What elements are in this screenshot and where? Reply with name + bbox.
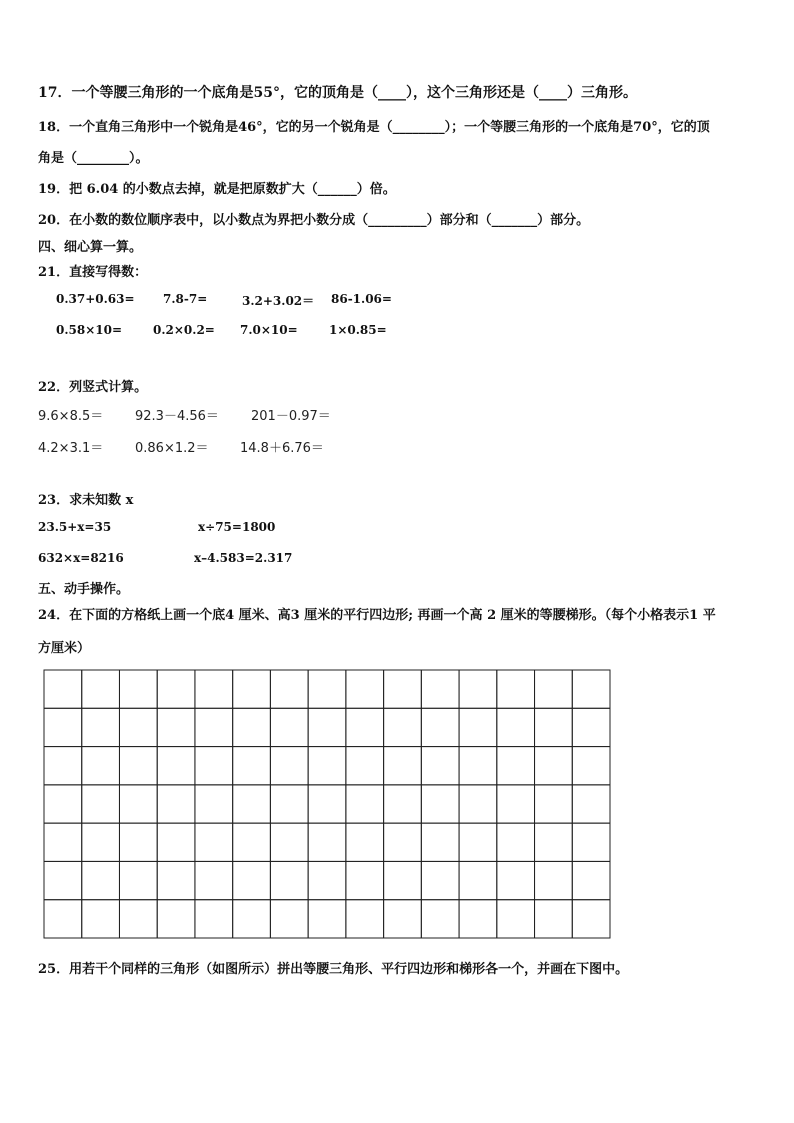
grid-cell: [270, 670, 308, 708]
grid-cell: [535, 861, 573, 899]
grid-cell: [119, 823, 157, 861]
grid-cell: [82, 747, 120, 785]
grid-cell: [44, 747, 82, 785]
question-21-title: 21．直接写得数：: [38, 265, 148, 280]
q21-item-8: 1×0.85=: [329, 323, 387, 337]
q21-item-4: 86-1.06=: [331, 292, 392, 306]
grid-cell: [195, 747, 233, 785]
q21-item-3: 3.2+3.02＝: [242, 294, 315, 308]
grid-cell: [384, 747, 422, 785]
q21-item-2: 7.8-7=: [163, 292, 208, 306]
q23-item-4: x–4.583=2.317: [194, 551, 293, 565]
q23-item-2: x÷75=1800: [198, 520, 276, 534]
grid-cell: [459, 747, 497, 785]
grid-cell: [270, 708, 308, 746]
grid-cell: [497, 670, 535, 708]
grid-cell: [44, 900, 82, 938]
grid-cell: [346, 823, 384, 861]
grid-cell: [157, 785, 195, 823]
grid-cell: [195, 708, 233, 746]
grid-cell: [195, 900, 233, 938]
question-18-line-2: 角是（________）。: [38, 151, 149, 166]
grid-cell: [572, 900, 610, 938]
grid-cell: [308, 785, 346, 823]
grid-cell: [119, 861, 157, 899]
grid-cell: [459, 900, 497, 938]
grid-cell: [157, 670, 195, 708]
q21-item-6: 0.2×0.2=: [153, 323, 215, 337]
grid-cell: [572, 785, 610, 823]
grid-cell: [233, 785, 271, 823]
grid-cell: [421, 823, 459, 861]
grid-cell: [346, 708, 384, 746]
grid-cell: [384, 823, 422, 861]
grid-cell: [44, 861, 82, 899]
grid-cell: [572, 861, 610, 899]
question-23-title: 23．求未知数 x: [38, 493, 134, 508]
question-24-line-2: 方厘米）: [38, 641, 91, 656]
grid-cell: [346, 785, 384, 823]
grid-cell: [308, 861, 346, 899]
q22-item-5: 0.86×1.2＝: [135, 441, 209, 456]
question-22-title: 22．列竖式计算。: [38, 380, 148, 395]
q22-item-3: 201－0.97＝: [251, 409, 331, 424]
grid-cell: [497, 785, 535, 823]
grid-cell: [195, 785, 233, 823]
grid-cell: [346, 670, 384, 708]
section-5-heading: 五、动手操作。: [38, 582, 130, 597]
q22-item-6: 14.8＋6.76＝: [240, 441, 324, 456]
q23-item-1: 23.5+x=35: [38, 520, 112, 534]
grid-cell: [421, 670, 459, 708]
grid-cell: [82, 861, 120, 899]
grid-cell: [82, 670, 120, 708]
grid-cell: [119, 747, 157, 785]
grid-cell: [195, 861, 233, 899]
question-24-line-1: 24．在下面的方格纸上画一个底4 厘米、高3 厘米的平行四边形; 再画一个高 2 厘米的等腰梯形。（每个小格表示1 平: [38, 608, 716, 623]
grid-cell: [195, 823, 233, 861]
question-17: 17．一个等腰三角形的一个底角是55°，它的顶角是（____），这个三角形还是（____）三角形。: [38, 85, 637, 101]
grid-cell: [421, 861, 459, 899]
grid-cell: [233, 670, 271, 708]
question-19: 19．把 6.04 的小数点去掉，就是把原数扩大（______）倍。: [38, 182, 396, 197]
grid-cell: [346, 861, 384, 899]
grid-cell: [82, 785, 120, 823]
grid-cell: [233, 900, 271, 938]
grid-cell: [157, 747, 195, 785]
grid-cell: [459, 708, 497, 746]
grid-cell: [384, 670, 422, 708]
grid-cell: [572, 670, 610, 708]
grid-cell: [157, 708, 195, 746]
q21-item-7: 7.0×10=: [240, 323, 298, 337]
grid-cell: [535, 708, 573, 746]
grid-cell: [82, 708, 120, 746]
grid-cell: [44, 785, 82, 823]
question-25: 25．用若干个同样的三角形（如图所示）拼出等腰三角形、平行四边形和梯形各一个，并画在下图中。: [38, 962, 629, 977]
grid-cell: [421, 785, 459, 823]
grid-cell: [346, 747, 384, 785]
grid-cell: [384, 861, 422, 899]
grid-cell: [270, 900, 308, 938]
q22-item-4: 4.2×3.1＝: [38, 441, 104, 456]
grid-cell: [119, 670, 157, 708]
grid-cell: [119, 900, 157, 938]
grid-cell: [535, 823, 573, 861]
question-18-line-1: 18．一个直角三角形中一个锐角是46°，它的另一个锐角是（________）；一个等腰三角形的一个底角是70°，它的顶: [38, 120, 710, 135]
grid-cell: [82, 900, 120, 938]
grid-cell: [535, 785, 573, 823]
section-4-heading: 四、细心算一算。: [38, 240, 143, 255]
grid-cell: [572, 747, 610, 785]
grid-cell: [384, 785, 422, 823]
grid-cell: [82, 823, 120, 861]
grid-cell: [308, 823, 346, 861]
grid-cell: [195, 670, 233, 708]
grid-cell: [497, 708, 535, 746]
grid-cell: [535, 900, 573, 938]
grid-cell: [459, 785, 497, 823]
grid-cell: [497, 900, 535, 938]
grid-cell: [308, 747, 346, 785]
q22-item-1: 9.6×8.5＝: [38, 409, 104, 424]
grid-cell: [497, 861, 535, 899]
grid-cell: [572, 823, 610, 861]
grid-cell: [44, 670, 82, 708]
grid-cell: [233, 861, 271, 899]
grid-cell: [384, 900, 422, 938]
grid-cell: [572, 708, 610, 746]
grid-cell: [308, 900, 346, 938]
grid-cell: [459, 670, 497, 708]
grid-cell: [535, 747, 573, 785]
grid-cell: [270, 785, 308, 823]
grid-cell: [44, 823, 82, 861]
grid-cell: [459, 823, 497, 861]
grid-cell: [270, 861, 308, 899]
grid-cell: [308, 670, 346, 708]
grid-cell: [119, 785, 157, 823]
grid-cell: [346, 900, 384, 938]
grid-cell: [157, 900, 195, 938]
q23-item-3: 632×x=8216: [38, 551, 124, 565]
grid-cell: [308, 708, 346, 746]
square-grid-paper[interactable]: [43, 669, 611, 939]
q21-item-5: 0.58×10=: [56, 323, 123, 337]
grid-cell: [157, 823, 195, 861]
grid-cell: [270, 823, 308, 861]
grid-cell: [270, 747, 308, 785]
grid-cell: [421, 747, 459, 785]
grid-cell: [497, 823, 535, 861]
q21-item-1: 0.37+0.63=: [56, 292, 135, 306]
grid-cell: [535, 670, 573, 708]
grid-cell: [459, 861, 497, 899]
q22-item-2: 92.3－4.56＝: [135, 409, 219, 424]
grid-cell: [44, 708, 82, 746]
grid-cell: [421, 708, 459, 746]
grid-cell: [384, 708, 422, 746]
grid-cell: [233, 823, 271, 861]
grid-cell: [497, 747, 535, 785]
grid-cell: [421, 900, 459, 938]
question-20: 20．在小数的数位顺序表中，以小数点为界把小数分成（_________）部分和（_______）部分。: [38, 213, 590, 228]
grid-cell: [119, 708, 157, 746]
grid-cell: [233, 708, 271, 746]
grid-cell: [157, 861, 195, 899]
grid-cell: [233, 747, 271, 785]
